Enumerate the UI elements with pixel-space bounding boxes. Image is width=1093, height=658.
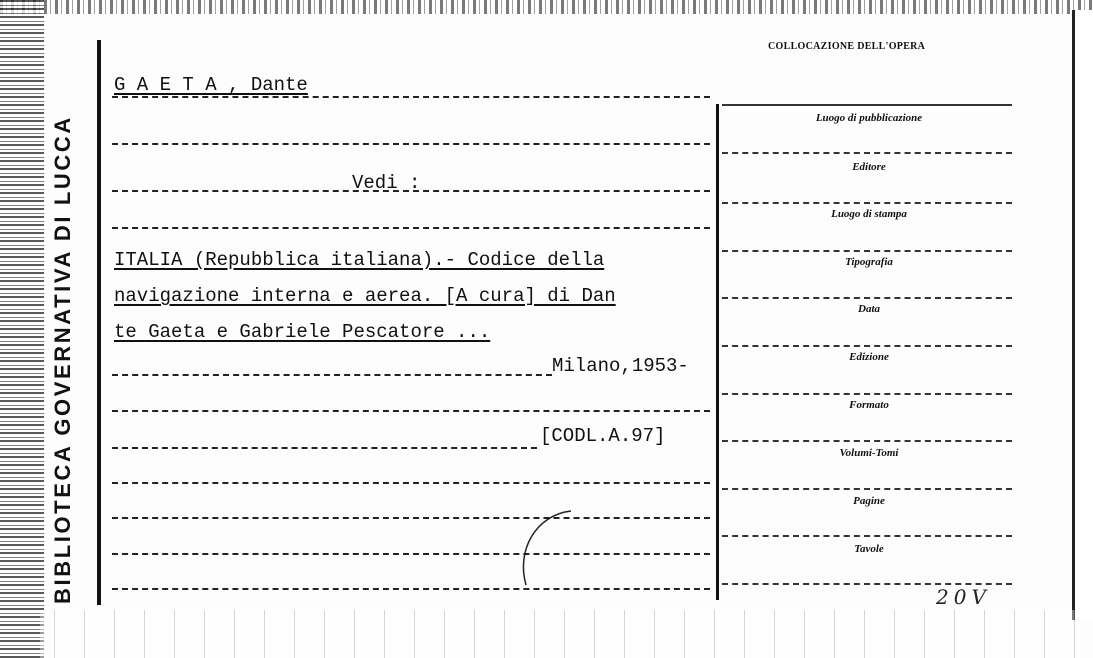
- collocation-fields-box: [716, 104, 1019, 600]
- see-reference-label: Vedi :: [352, 172, 421, 194]
- author-heading: G A E T A , Dante: [114, 74, 308, 96]
- ruled-line: [112, 447, 537, 449]
- entry-line-3: te Gaeta e Gabriele Pescatore ...: [114, 321, 491, 343]
- ruled-line: [112, 374, 552, 376]
- field-formato: Formato: [849, 399, 889, 411]
- field-divider: [722, 202, 1012, 204]
- field-divider: [722, 393, 1012, 395]
- scan-edge-right: [1072, 10, 1093, 620]
- margin-rule: [97, 40, 101, 605]
- scan-edge-bottom: [40, 610, 1080, 658]
- field-divider: [722, 535, 1012, 537]
- field-divider: [722, 297, 1012, 299]
- pencil-mark: [516, 505, 576, 595]
- field-data: Data: [858, 303, 880, 315]
- entry-line-1: ITALIA (Repubblica italiana).- Codice della: [114, 249, 605, 271]
- field-divider: [722, 488, 1012, 490]
- ruled-line: [112, 588, 710, 590]
- field-tavole: Tavole: [854, 543, 884, 555]
- ruled-line: [112, 410, 710, 412]
- field-divider: [722, 152, 1012, 154]
- scan-edge-top: [0, 0, 1093, 14]
- field-luogo-stampa: Luogo di stampa: [831, 208, 907, 220]
- field-divider: [722, 440, 1012, 442]
- shelfmark: [CODL.A.97]: [540, 425, 666, 447]
- ruled-line: [112, 143, 710, 145]
- entry-line-2: navigazione interna e aerea. [A cura] di Dan: [114, 285, 616, 307]
- handwritten-note: 20V: [936, 585, 991, 609]
- ruled-line: [112, 96, 710, 98]
- collocation-header: COLLOCAZIONE DELL'OPERA: [768, 41, 926, 52]
- field-luogo-pubblicazione: Luogo di pubblicazione: [815, 112, 923, 124]
- ruled-line: [112, 482, 710, 484]
- field-tipografia: Tipografia: [845, 256, 893, 268]
- library-name: BIBLIOTECA GOVERNATIVA DI LUCCA: [50, 115, 75, 604]
- field-volumi-tomi: Volumi-Tomi: [839, 447, 899, 459]
- field-divider: [722, 345, 1012, 347]
- place-date: Milano,1953-: [552, 355, 689, 377]
- ruled-line: [112, 553, 710, 555]
- field-editore: Editore: [852, 161, 886, 173]
- field-divider: [722, 104, 1012, 106]
- field-edizione: Edizione: [849, 351, 889, 363]
- field-divider: [722, 250, 1012, 252]
- field-pagine: Pagine: [853, 495, 885, 507]
- ruled-line: [112, 227, 710, 229]
- ruled-line: [112, 517, 710, 519]
- scan-edge-left: [0, 0, 44, 658]
